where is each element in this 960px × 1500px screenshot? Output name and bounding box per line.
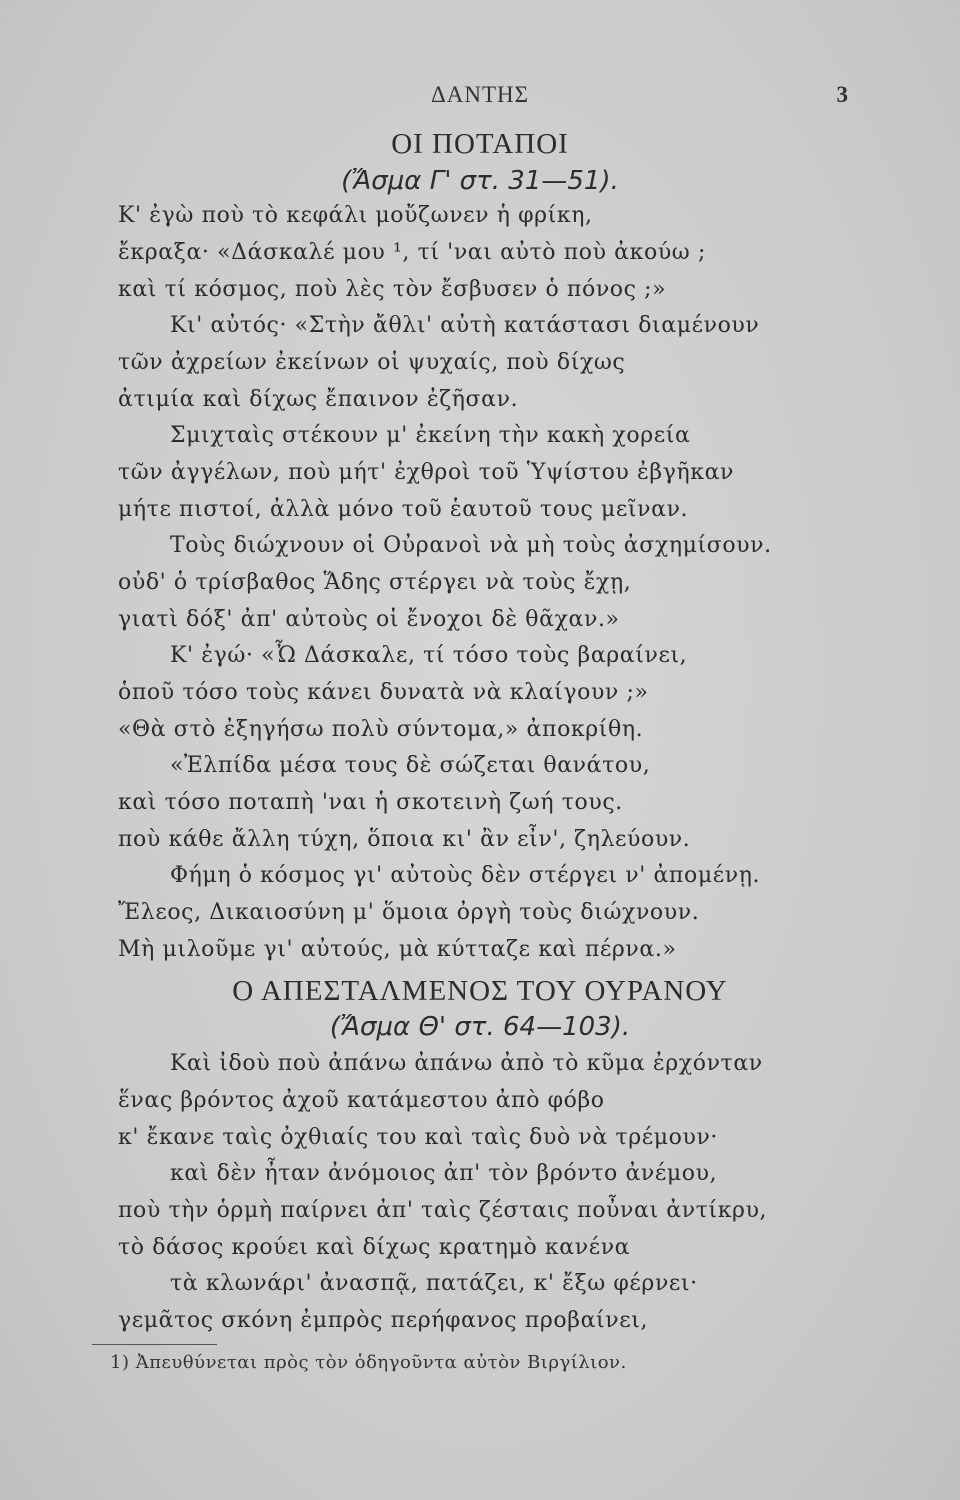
verse-line: ποὺ κάθε ἄλλη τύχη, ὅποια κι' ἂν εἶν', ζηλεύουν.	[118, 827, 691, 852]
verse-line: οὐδ' ὁ τρίσβαθος Ἅδης στέργει νὰ τοὺς ἔχῃ,	[118, 570, 632, 595]
verse-line: τὸ δάσος κρούει καὶ δίχως κρατημὸ κανένα	[118, 1235, 631, 1260]
verse-line: Κ' ἐγὼ ποὺ τὸ κεφάλι μοὔζωνεν ἡ φρίκη,	[118, 203, 593, 228]
verse-line: καὶ δὲν ἦταν ἀνόμοιος ἀπ' τὸν βρόντο ἀνέμου,	[170, 1161, 718, 1186]
verse-line: ἔκραξα· «Δάσκαλέ μου ¹, τί 'ναι αὐτὸ ποὺ ἀκούω ;	[118, 240, 706, 265]
verse-line: ποὺ τὴν ὁρμὴ παίρνει ἀπ' ταὶς ζέσταις ποὖναι ἀντίκρυ,	[118, 1198, 768, 1223]
verse-line: Τοὺς διώχνουν οἱ Οὐρανοὶ νὰ μὴ τοὺς ἀσχημίσουν.	[170, 533, 772, 558]
verse-line: τῶν ἀχρείων ἐκείνων οἱ ψυχαίς, ποὺ δίχως	[118, 350, 626, 375]
verse-line: Ἔλεος, Δικαιοσύνη μ' ὅμοια ὀργὴ τοὺς διώχνουν.	[118, 900, 700, 925]
verse-line: τὰ κλωνάρι' ἀνασπᾷ, πατάζει, κ' ἔξω φέρνει·	[170, 1271, 698, 1296]
verse-line: Κι' αὐτός· «Στὴν ἄθλι' αὐτὴ κατάστασι διαμένουν	[170, 313, 760, 338]
verse-line: «Ἐλπίδα μέσα τους δὲ σώζεται θανάτου,	[170, 753, 651, 778]
verse-line: ἀτιμία καὶ δίχως ἔπαινον ἐζῆσαν.	[118, 387, 519, 412]
verse-line: καὶ τόσο ποταπὴ 'ναι ἡ σκοτεινὴ ζωή τους.	[118, 790, 623, 815]
verse-line: Φήμη ὁ κόσμος γι' αὐτοὺς δὲν στέργει ν' ἀπομένῃ.	[170, 863, 761, 888]
verse-line: Μὴ μιλοῦμε γι' αὐτούς, μὰ κύτταζε καὶ πέρνα.»	[118, 937, 677, 962]
verse-line: Κ' ἐγώ· «Ὦ Δάσκαλε, τί τόσο τοὺς βαραίνει,	[170, 643, 688, 668]
page-number: 3	[836, 82, 848, 107]
section-title-1: ΟΙ ΠΟΤΑΠΟΙ	[391, 128, 569, 160]
footnote-rule	[92, 1344, 217, 1345]
verse-line: Καὶ ἰδοὺ ποὺ ἀπάνω ἀπάνω ἀπὸ τὸ κῦμα ἐρχόνταν	[170, 1051, 763, 1076]
verse-line: κ' ἔκανε ταὶς ὀχθιαίς του καὶ ταὶς δυὸ νὰ τρέμουν·	[118, 1125, 719, 1150]
verse-line: «Θὰ στὸ ἐξηγήσω πολὺ σύντομα,» ἀποκρίθη.	[118, 717, 644, 742]
verse-line: τῶν ἀγγέλων, ποὺ μήτ' ἐχθροὶ τοῦ Ὑψίστου ἐβγῆκαν	[118, 460, 735, 485]
verse-line: ὁποῦ τόσο τοὺς κάνει δυνατὰ νὰ κλαίγουν ;»	[118, 680, 649, 705]
verse-line: Σμιχταὶς στέκουν μ' ἐκείνη τὴν κακὴ χορεία	[170, 423, 691, 448]
section-reference-1: (Ἄσμα Γ' στ. 31—51).	[341, 166, 619, 196]
section-reference-2: (Ἄσμα Θ' στ. 64—103).	[329, 1012, 631, 1042]
verse-line: γεμᾶτος σκόνη ἐμπρὸς περήφανος προβαίνει,	[118, 1308, 649, 1333]
running-title: ΔΑΝΤΗΣ	[430, 82, 530, 107]
verse-line: καὶ τί κόσμος, ποὺ λὲς τὸν ἔσβυσεν ὁ πόνος ;»	[118, 277, 667, 302]
verse-line: ἕνας βρόντος ἀχοῦ κατάμεστου ἀπὸ φόβο	[118, 1088, 605, 1113]
verse-line: γιατὶ δόξ' ἀπ' αὐτοὺς οἱ ἔνοχοι δὲ θᾶχαν.»	[118, 607, 620, 632]
section-title-2: Ο ΑΠΕΣΤΑΛΜΕΝΟΣ ΤΟΥ ΟΥΡΑΝΟΥ	[232, 975, 728, 1007]
footnote: 1) Ἀπευθύνεται πρὸς τὸν ὁδηγοῦντα αὐτὸν Βιργίλιον.	[110, 1352, 627, 1373]
verse-line: μήτε πιστοί, ἀλλὰ μόνο τοῦ ἑαυτοῦ τους μεῖναν.	[118, 497, 689, 522]
